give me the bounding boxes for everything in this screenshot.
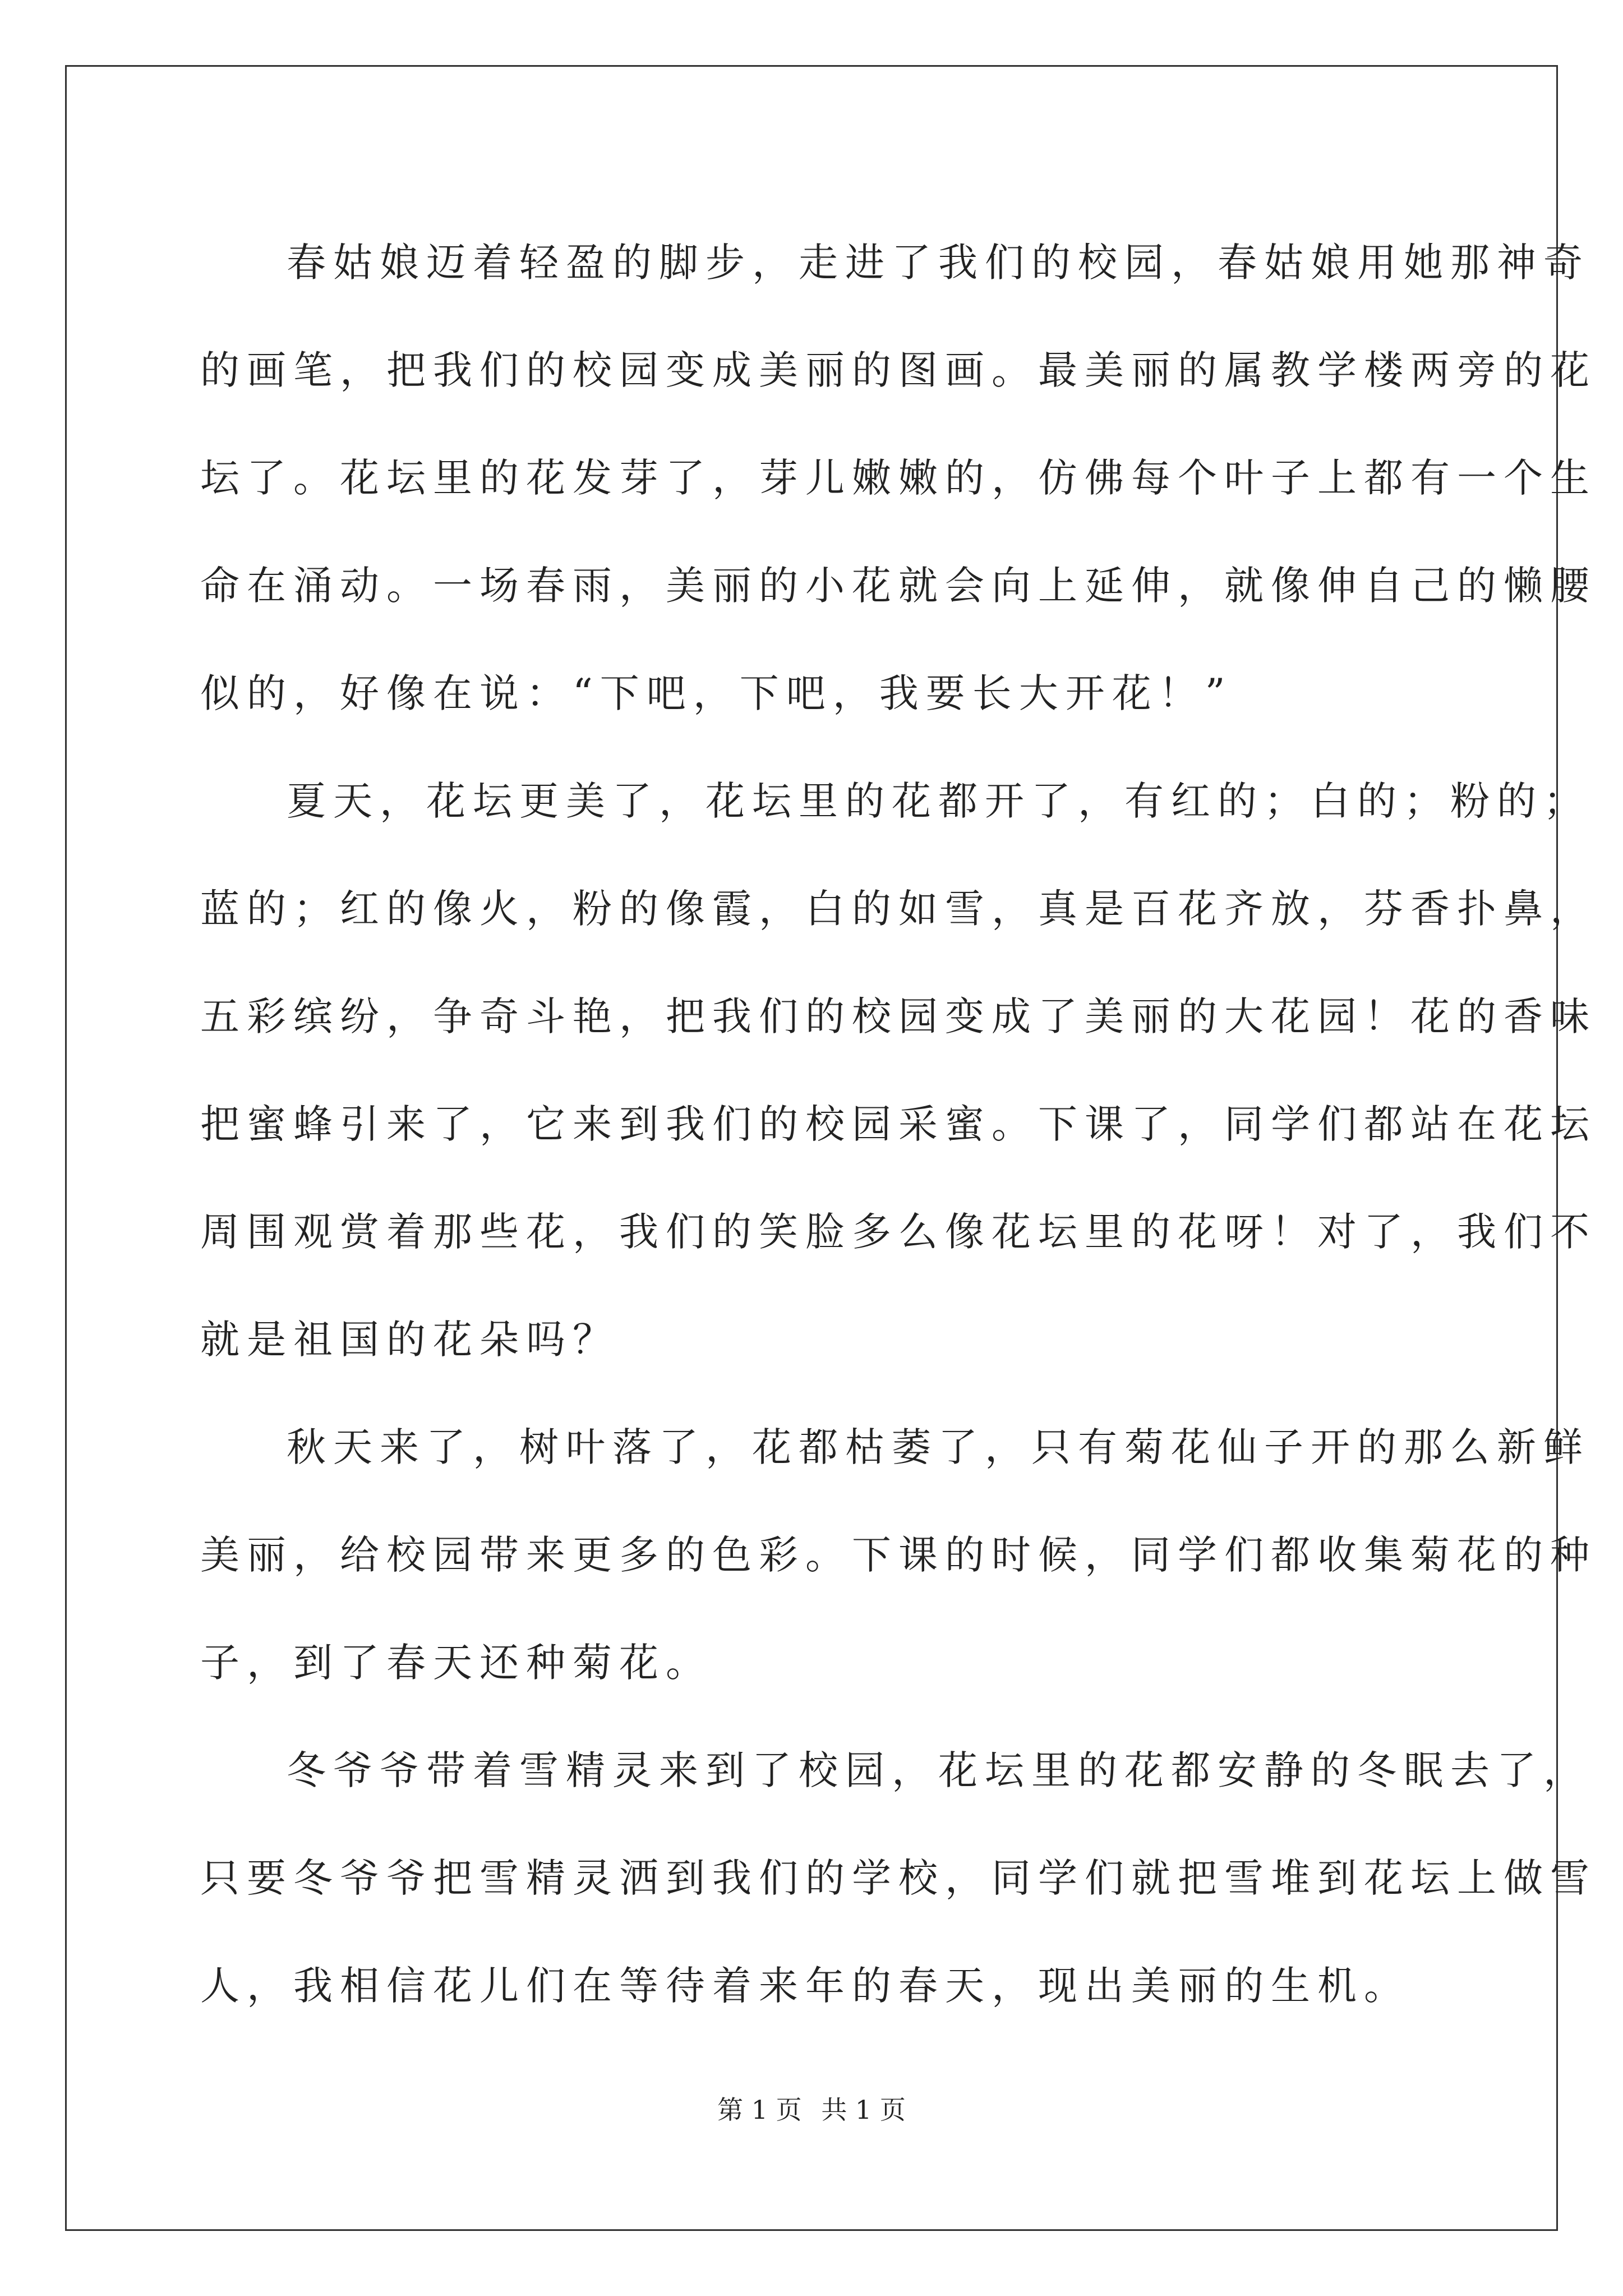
text-line: 人，我相信花儿们在等待着来年的春天，现出美丽的生机。 [200,1963,1410,2009]
text-line: 坛了。花坛里的花发芽了，芽儿嫩嫩的，仿佛每个叶子上都有一个生 [200,455,1597,501]
text-line: 子，到了春天还种菊花。 [200,1640,712,1686]
text-line: 秋天来了，树叶落了，花都枯萎了，只有菊花仙子开的那么新鲜 [287,1424,1590,1470]
document-body [200,209,1597,2040]
text-line: 只要冬爷爷把雪精灵洒到我们的学校，同学们就把雪堆到花坛上做雪 [200,1855,1597,1901]
text-line: 春姑娘迈着轻盈的脚步，走进了我们的校园，春姑娘用她那神奇 [287,240,1590,286]
text-line: 蓝的；红的像火，粉的像霞，白的如雪，真是百花齐放，芬香扑鼻， [200,886,1597,932]
paragraph-winter [200,1717,1597,2040]
page-total: 共 1 页 [821,2095,906,2125]
text-line: 的画笔，把我们的校园变成美丽的图画。最美丽的属教学楼两旁的花 [200,347,1597,393]
text-line: 把蜜蜂引来了，它来到我们的校园采蜜。下课了，同学们都站在花坛 [200,1101,1597,1147]
text-line: 就是祖国的花朵吗？ [200,1317,619,1363]
paragraph-spring [200,209,1597,747]
page-footer [0,2090,1623,2127]
text-line: 美丽，给校园带来更多的色彩。下课的时候，同学们都收集菊花的种 [200,1532,1597,1578]
text-line: 周围观赏着那些花，我们的笑脸多么像花坛里的花呀！对了，我们不 [200,1209,1597,1255]
paragraph-autumn [200,1393,1597,1717]
page-number: 第 1 页 [717,2095,802,2125]
text-line: 冬爷爷带着雪精灵来到了校园，花坛里的花都安静的冬眠去了， [287,1747,1590,1793]
text-line: 似的，好像在说：“下吧，下吧，我要长大开花！” [200,670,1233,716]
paragraph-summer [200,747,1597,1393]
text-line: 夏天，花坛更美了，花坛里的花都开了，有红的；白的；粉的； [287,778,1590,824]
text-line: 五彩缤纷，争奇斗艳，把我们的校园变成了美丽的大花园！花的香味 [200,993,1597,1039]
text-line: 命在涌动。一场春雨，美丽的小花就会向上延伸，就像伸自己的懒腰 [200,563,1597,609]
